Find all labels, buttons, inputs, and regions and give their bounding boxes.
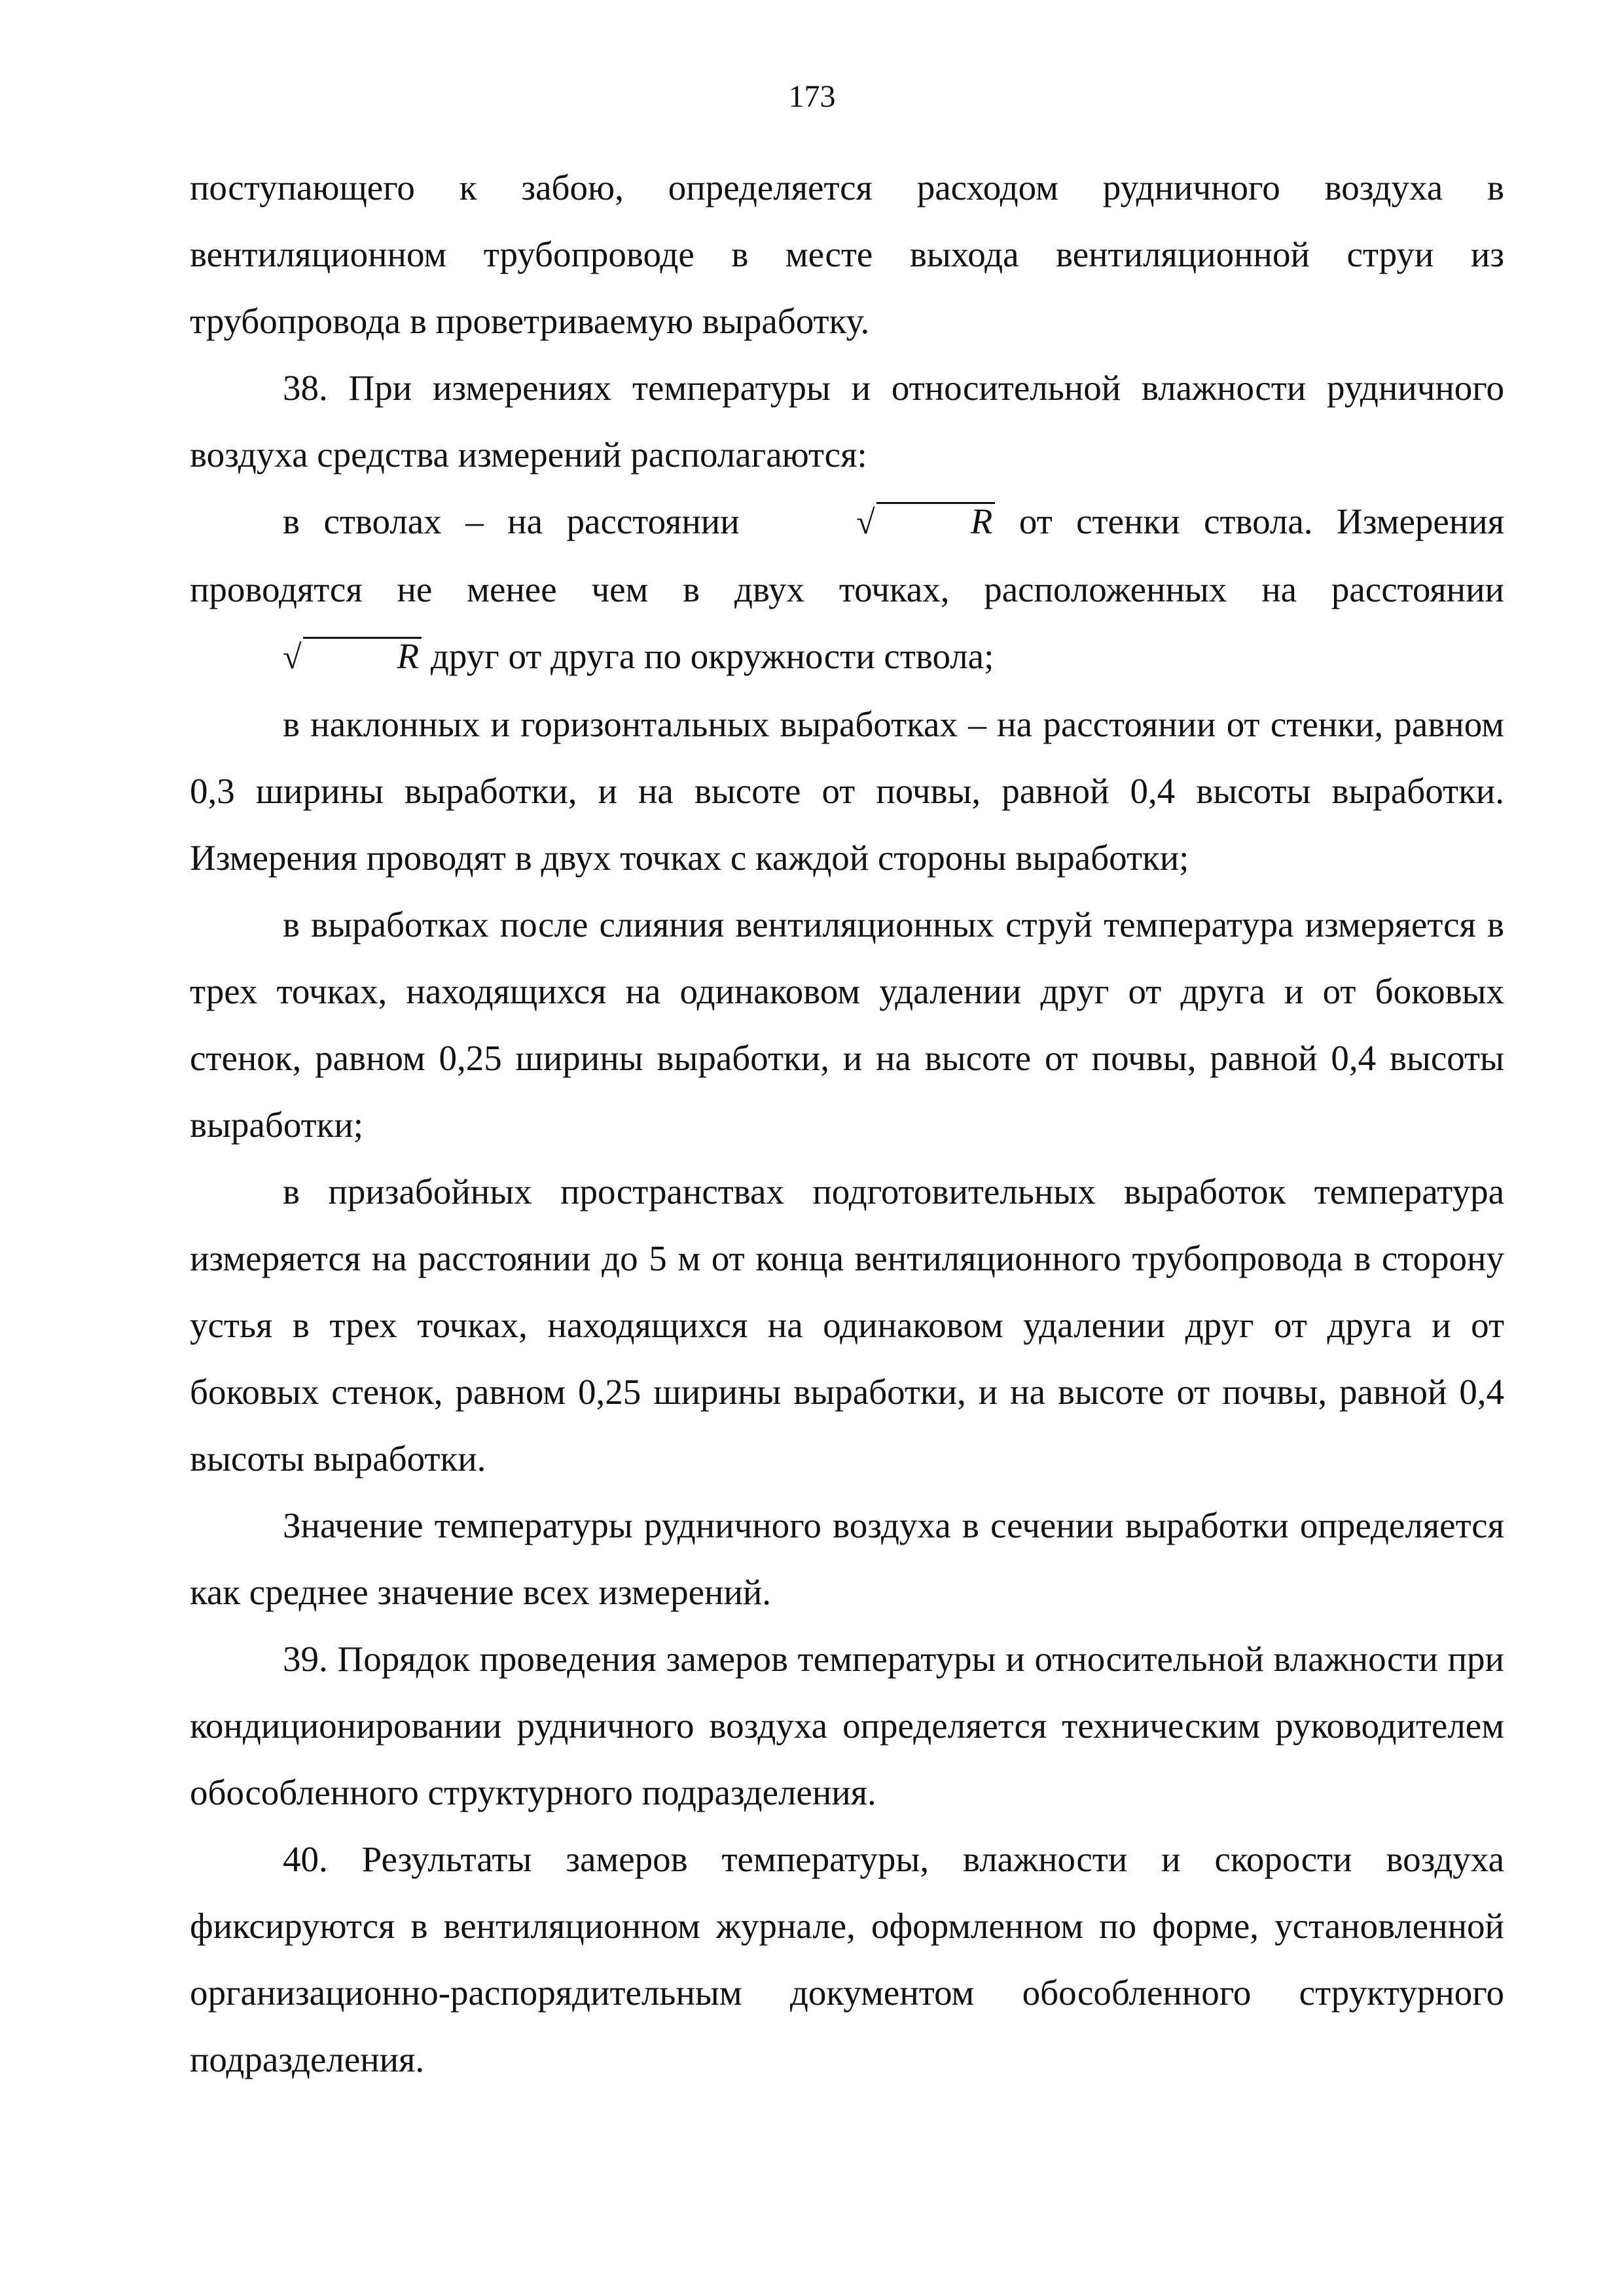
page-number: 173 bbox=[788, 79, 836, 114]
sqrt-r-formula-1 bbox=[763, 501, 995, 541]
paragraph-item-38: 38. При измерениях температуры и относительной влажности рудничного воздуха средства измерений располагаются: bbox=[190, 368, 1504, 475]
paragraph-inclined-workings: в наклонных и горизонтальных выработках – на расстоянии от стенки, равном 0,3 ширины выработки, и на высоте от почвы, равной 0,4 высоты выработки. Измерения проводят в двух точках с каждой стороны выработки; bbox=[190, 704, 1504, 878]
radical-symbol: √ bbox=[856, 504, 875, 541]
paragraph-average-temperature: Значение температуры рудничного воздуха в сечении выработки определяется как среднее значение всех измерений. bbox=[190, 1505, 1504, 1612]
paragraph-merged-streams: в выработках после слияния вентиляционных струй температура измеряется в трех точках, находящихся на одинаковом удалении друг от друга и от боковых стенок, равном 0,25 ширины выработки, и на высоте от почвы, равной 0,4 высоты выработки; bbox=[190, 905, 1504, 1145]
paragraph-face-areas: в призабойных пространствах подготовительных выработок температура измеряется на расстоянии до 5 м от конца вентиляционного трубопровода в сторону устья в трех точках, находящихся на одинаковом удалении друг от друга и от боковых стенок, равном 0,25 ширины выработки, и на высоте от почвы, равной 0,4 высоты выработки. bbox=[190, 1172, 1504, 1479]
paragraph-shafts-text-3: друг от друга по окружности ствола; bbox=[422, 636, 994, 676]
paragraph-item-40: 40. Результаты замеров температуры, влажности и скорости воздуха фиксируются в вентиляционном журнале, оформленном по форме, установленной организационно-распорядительным документом обособленного структурного подразделения. bbox=[190, 1839, 1504, 2079]
page-body bbox=[190, 154, 1504, 2093]
radicand: R bbox=[876, 502, 996, 539]
paragraph-shafts-text-2: от стенки ствола. Измерения проводятся не менее чем в двух точках, расположенных на расстоянии bbox=[190, 501, 1505, 609]
paragraph-shafts-text-1: в стволах – на расстоянии bbox=[283, 501, 764, 541]
radical-symbol: √ bbox=[283, 639, 302, 676]
paragraph-shafts bbox=[190, 488, 1504, 691]
radicand: R bbox=[303, 637, 422, 674]
sqrt-r-formula-2 bbox=[190, 636, 422, 676]
paragraph-continuation: поступающего к забою, определяется расходом рудничного воздуха в вентиляционном трубопроводе в месте выхода вентиляционной струи из трубопровода в проветриваемую выработку. bbox=[190, 168, 1504, 341]
paragraph-item-39: 39. Порядок проведения замеров температуры и относительной влажности при кондиционировании рудничного воздуха определяется техническим руководителем обособленного структурного подразделения. bbox=[190, 1639, 1504, 1812]
